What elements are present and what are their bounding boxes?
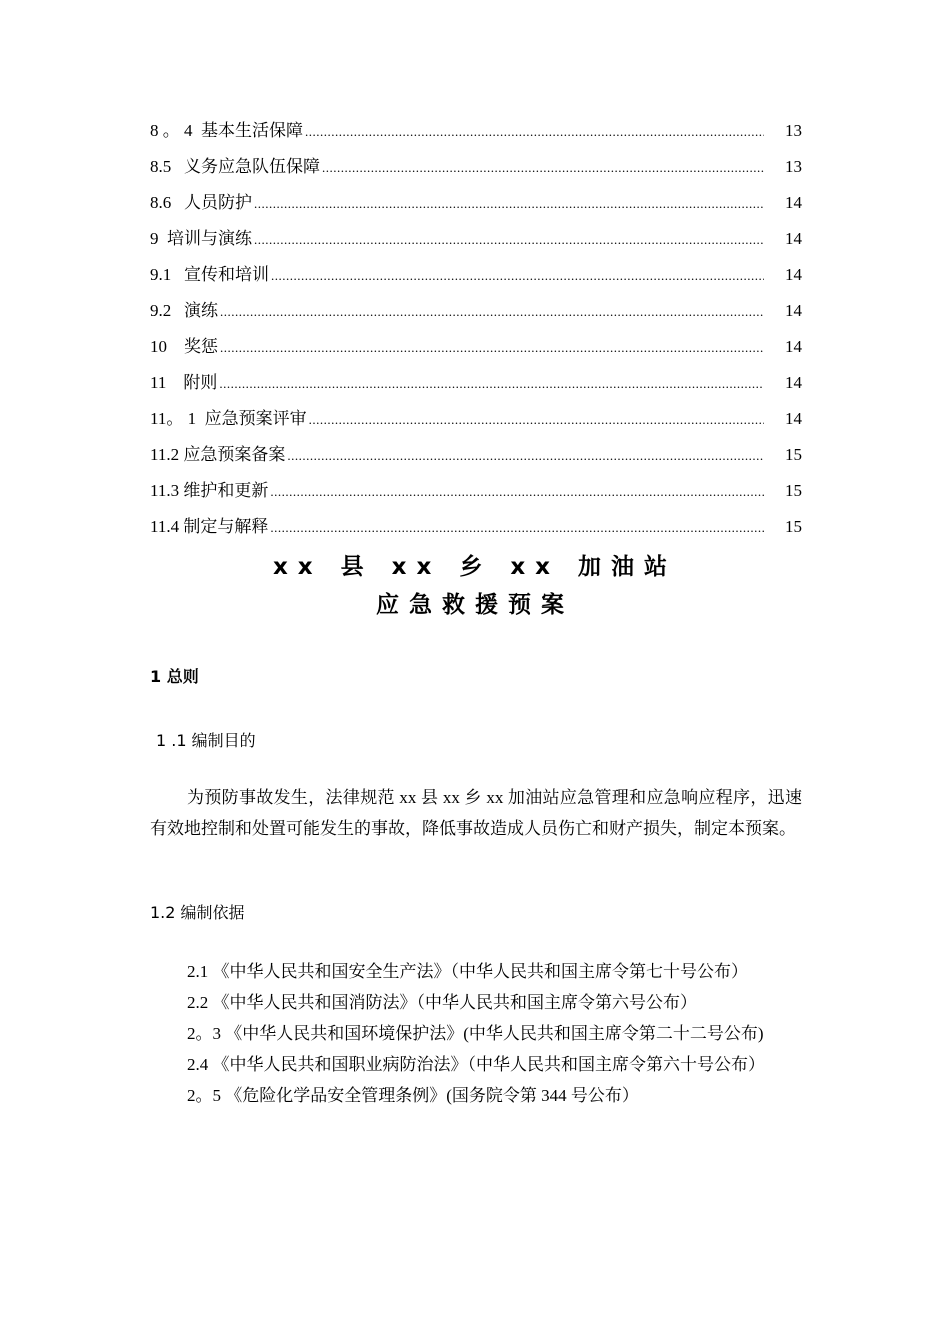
toc-entry-page: 15 [785, 517, 802, 536]
toc-entry[interactable] [150, 512, 802, 548]
toc-entry[interactable] [150, 224, 802, 260]
toc-entry[interactable] [150, 332, 802, 368]
toc-entry[interactable] [150, 404, 802, 440]
toc-entry[interactable] [150, 296, 802, 332]
toc-leader-dots [220, 304, 764, 320]
document-title-line2: 应急救援预案 [376, 592, 574, 618]
basis-item: 2.2 《中华人民共和国消防法》（中华人民共和国主席令第六号公布） [187, 993, 697, 1012]
basis-item: 2.1 《中华人民共和国安全生产法》（中华人民共和国主席令第七十号公布） [187, 962, 748, 981]
toc-leader-dots [305, 124, 764, 140]
toc-entry-label: 11 附则 [150, 373, 218, 392]
toc-entry-page: 14 [785, 265, 802, 284]
toc-entry-label: 8.5 义务应急队伍保障 [150, 157, 320, 176]
basis-item: 2。5 《危险化学品安全管理条例》(国务院令第 344 号公布） [187, 1086, 639, 1105]
toc-entry-label: 10 奖惩 [150, 337, 218, 356]
toc-entry-label: 11.2 应急预案备案 [150, 445, 286, 464]
toc-entry-page: 15 [785, 445, 802, 464]
basis-list [150, 956, 802, 1111]
purpose-paragraph: 为预防事故发生，法律规范 xx 县 xx 乡 xx 加油站应急管理和应急响应程序，迅速有效地控制和处置可能发生的事故，降低事故造成人员伤亡和财产损失，制定本预案。 [150, 788, 802, 838]
subsection-heading-purpose: 1 .1 编制目的 [156, 731, 256, 750]
toc-entry-page: 14 [785, 373, 802, 392]
toc-entry[interactable] [150, 368, 802, 404]
toc-entry-page: 13 [785, 157, 802, 176]
subsection-heading-basis: 1.2 编制依据 [150, 903, 245, 922]
basis-item: 2。3 《中华人民共和国环境保护法》(中华人民共和国主席令第二十二号公布) [187, 1024, 764, 1043]
toc-entry[interactable] [150, 440, 802, 476]
toc-entry-label: 8.6 人员防护 [150, 193, 252, 212]
toc-entry-page: 14 [785, 193, 802, 212]
toc-entry-label: 8 。 4 基本生活保障 [150, 121, 303, 140]
toc-leader-dots [271, 268, 764, 284]
toc-leader-dots [309, 412, 764, 428]
toc-entry-label: 11.4 制定与解释 [150, 517, 269, 536]
toc-entry-label: 11.3 维护和更新 [150, 481, 269, 500]
table-of-contents [150, 116, 802, 548]
toc-entry-label: 11。 1 应急预案评审 [150, 409, 307, 428]
toc-entry[interactable] [150, 476, 802, 512]
toc-entry-label: 9.1 宣传和培训 [150, 265, 269, 284]
toc-leader-dots [220, 340, 764, 356]
basis-item: 2.4 《中华人民共和国职业病防治法》（中华人民共和国主席令第六十号公布） [187, 1055, 765, 1074]
toc-entry[interactable] [150, 260, 802, 296]
toc-entry[interactable] [150, 152, 802, 188]
toc-entry-page: 13 [785, 121, 802, 140]
toc-entry-page: 14 [785, 337, 802, 356]
toc-entry[interactable] [150, 116, 802, 152]
toc-entry[interactable] [150, 188, 802, 224]
toc-leader-dots [270, 520, 764, 536]
toc-entry-label: 9 培训与演练 [150, 229, 252, 248]
toc-leader-dots [270, 484, 764, 500]
toc-entry-page: 14 [785, 409, 802, 428]
toc-leader-dots [254, 232, 764, 248]
toc-entry-page: 14 [785, 229, 802, 248]
toc-entry-label: 9.2 演练 [150, 301, 218, 320]
toc-leader-dots [219, 376, 764, 392]
toc-entry-page: 15 [785, 481, 802, 500]
toc-leader-dots [287, 448, 764, 464]
toc-leader-dots [322, 160, 764, 176]
toc-entry-page: 14 [785, 301, 802, 320]
document-title-line1: xx 县 xx 乡 xx 加油站 [272, 554, 678, 580]
section-heading-general: 1 总则 [150, 667, 199, 686]
toc-leader-dots [254, 196, 764, 212]
